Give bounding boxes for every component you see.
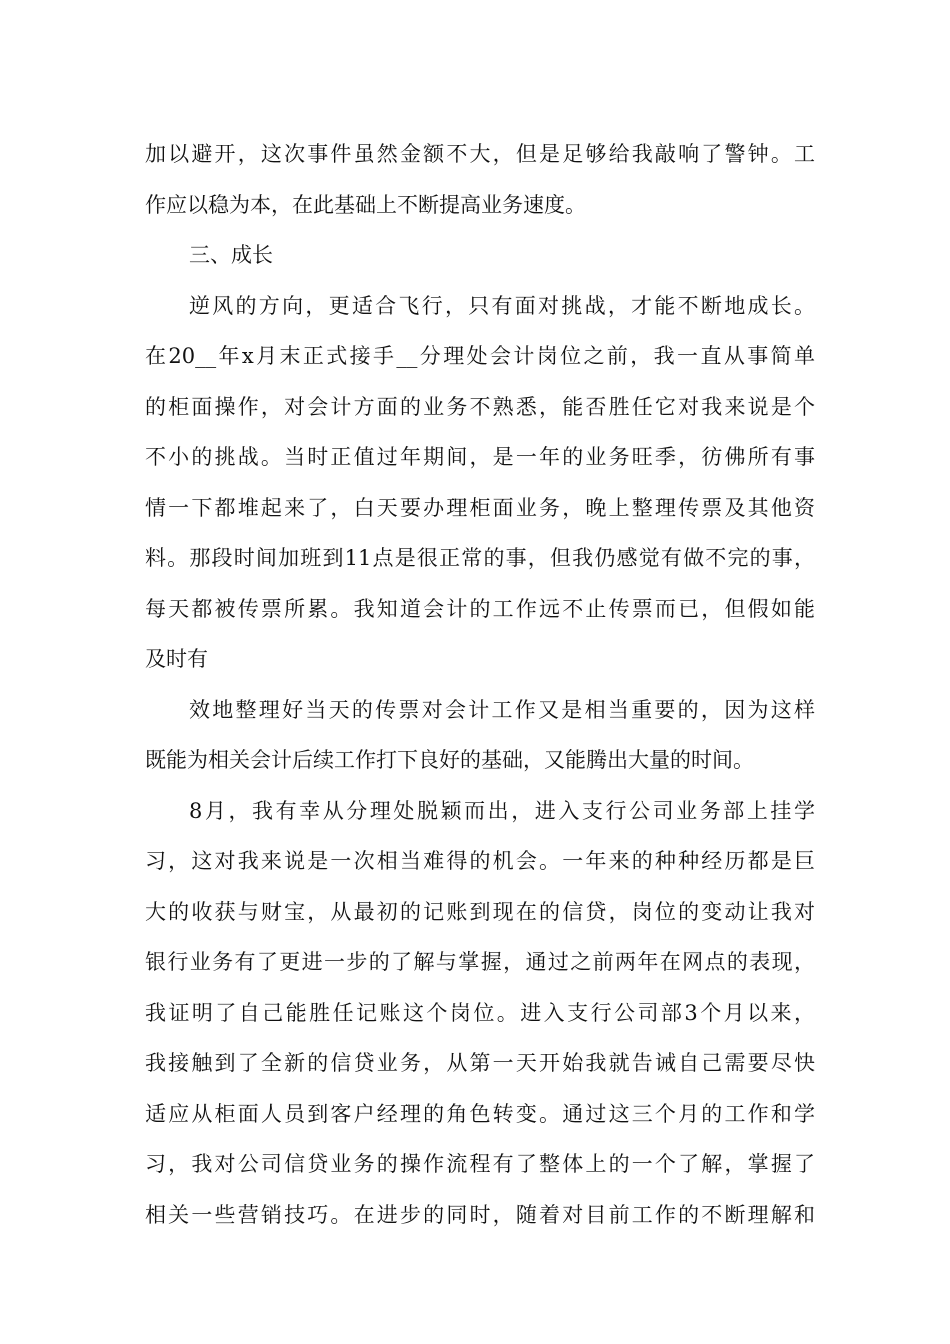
text-line: 大的收获与财宝，从最初的记账到现在的信贷，岗位的变动让我对 bbox=[145, 899, 815, 924]
body-text bbox=[145, 129, 815, 1240]
text-line: 适应从柜面人员到客户经理的角色转变。通过这三个月的工作和学 bbox=[145, 1101, 815, 1126]
text-line: 我接触到了全新的信贷业务，从第一天开始我就告诫自己需要尽快 bbox=[145, 1051, 815, 1075]
text-line: 作应以稳为本，在此基础上不断提高业务速度。 bbox=[145, 192, 586, 217]
text-line: 8月，我有幸从分理处脱颖而出，进入支行公司业务部上挂学 bbox=[189, 798, 815, 823]
text-line: 习，我对公司信贷业务的操作流程有了整体上的一个了解，掌握了 bbox=[145, 1152, 815, 1176]
text-line: 情一下都堆起来了，白天要办理柜面业务，晚上整理传票及其他资 bbox=[145, 495, 815, 520]
text-line: 既能为相关会计后续工作打下良好的基础，又能腾出大量的时间。 bbox=[145, 748, 754, 772]
section-heading: 三、成长 bbox=[189, 243, 273, 267]
text-line: 不小的挑战。当时正值过年期间，是一年的业务旺季，彷佛所有事 bbox=[145, 445, 815, 469]
text-line: 加以避开，这次事件虽然金额不大，但是足够给我敲响了警钟。工 bbox=[145, 142, 815, 166]
text-line: 每天都被传票所累。我知道会计的工作远不止传票而已，但假如能 bbox=[145, 596, 815, 621]
text-line: 在20__年x月末正式接手__分理处会计岗位之前，我一直从事简单 bbox=[145, 344, 815, 368]
text-line: 银行业务有了更进一步的了解与掌握，通过之前两年在网点的表现， bbox=[145, 950, 815, 974]
text-line: 我证明了自己能胜任记账这个岗位。进入支行公司部3个月以来， bbox=[145, 1000, 815, 1025]
text-line: 相关一些营销技巧。在进步的同时，随着对目前工作的不断理解和 bbox=[145, 1202, 815, 1227]
text-line: 的柜面操作，对会计方面的业务不熟悉，能否胜任它对我来说是个 bbox=[145, 394, 815, 419]
text-line: 料。那段时间加班到11点是很正常的事，但我仍感觉有做不完的事， bbox=[145, 546, 815, 570]
text-line: 及时有 bbox=[145, 647, 208, 671]
text-line: 逆风的方向，更适合飞行，只有面对挑战，才能不断地成长。 bbox=[189, 293, 815, 318]
text-line: 效地整理好当天的传票对会计工作又是相当重要的，因为这样 bbox=[189, 697, 815, 722]
text-line: 习，这对我来说是一次相当难得的机会。一年来的种种经历都是巨 bbox=[145, 849, 815, 873]
